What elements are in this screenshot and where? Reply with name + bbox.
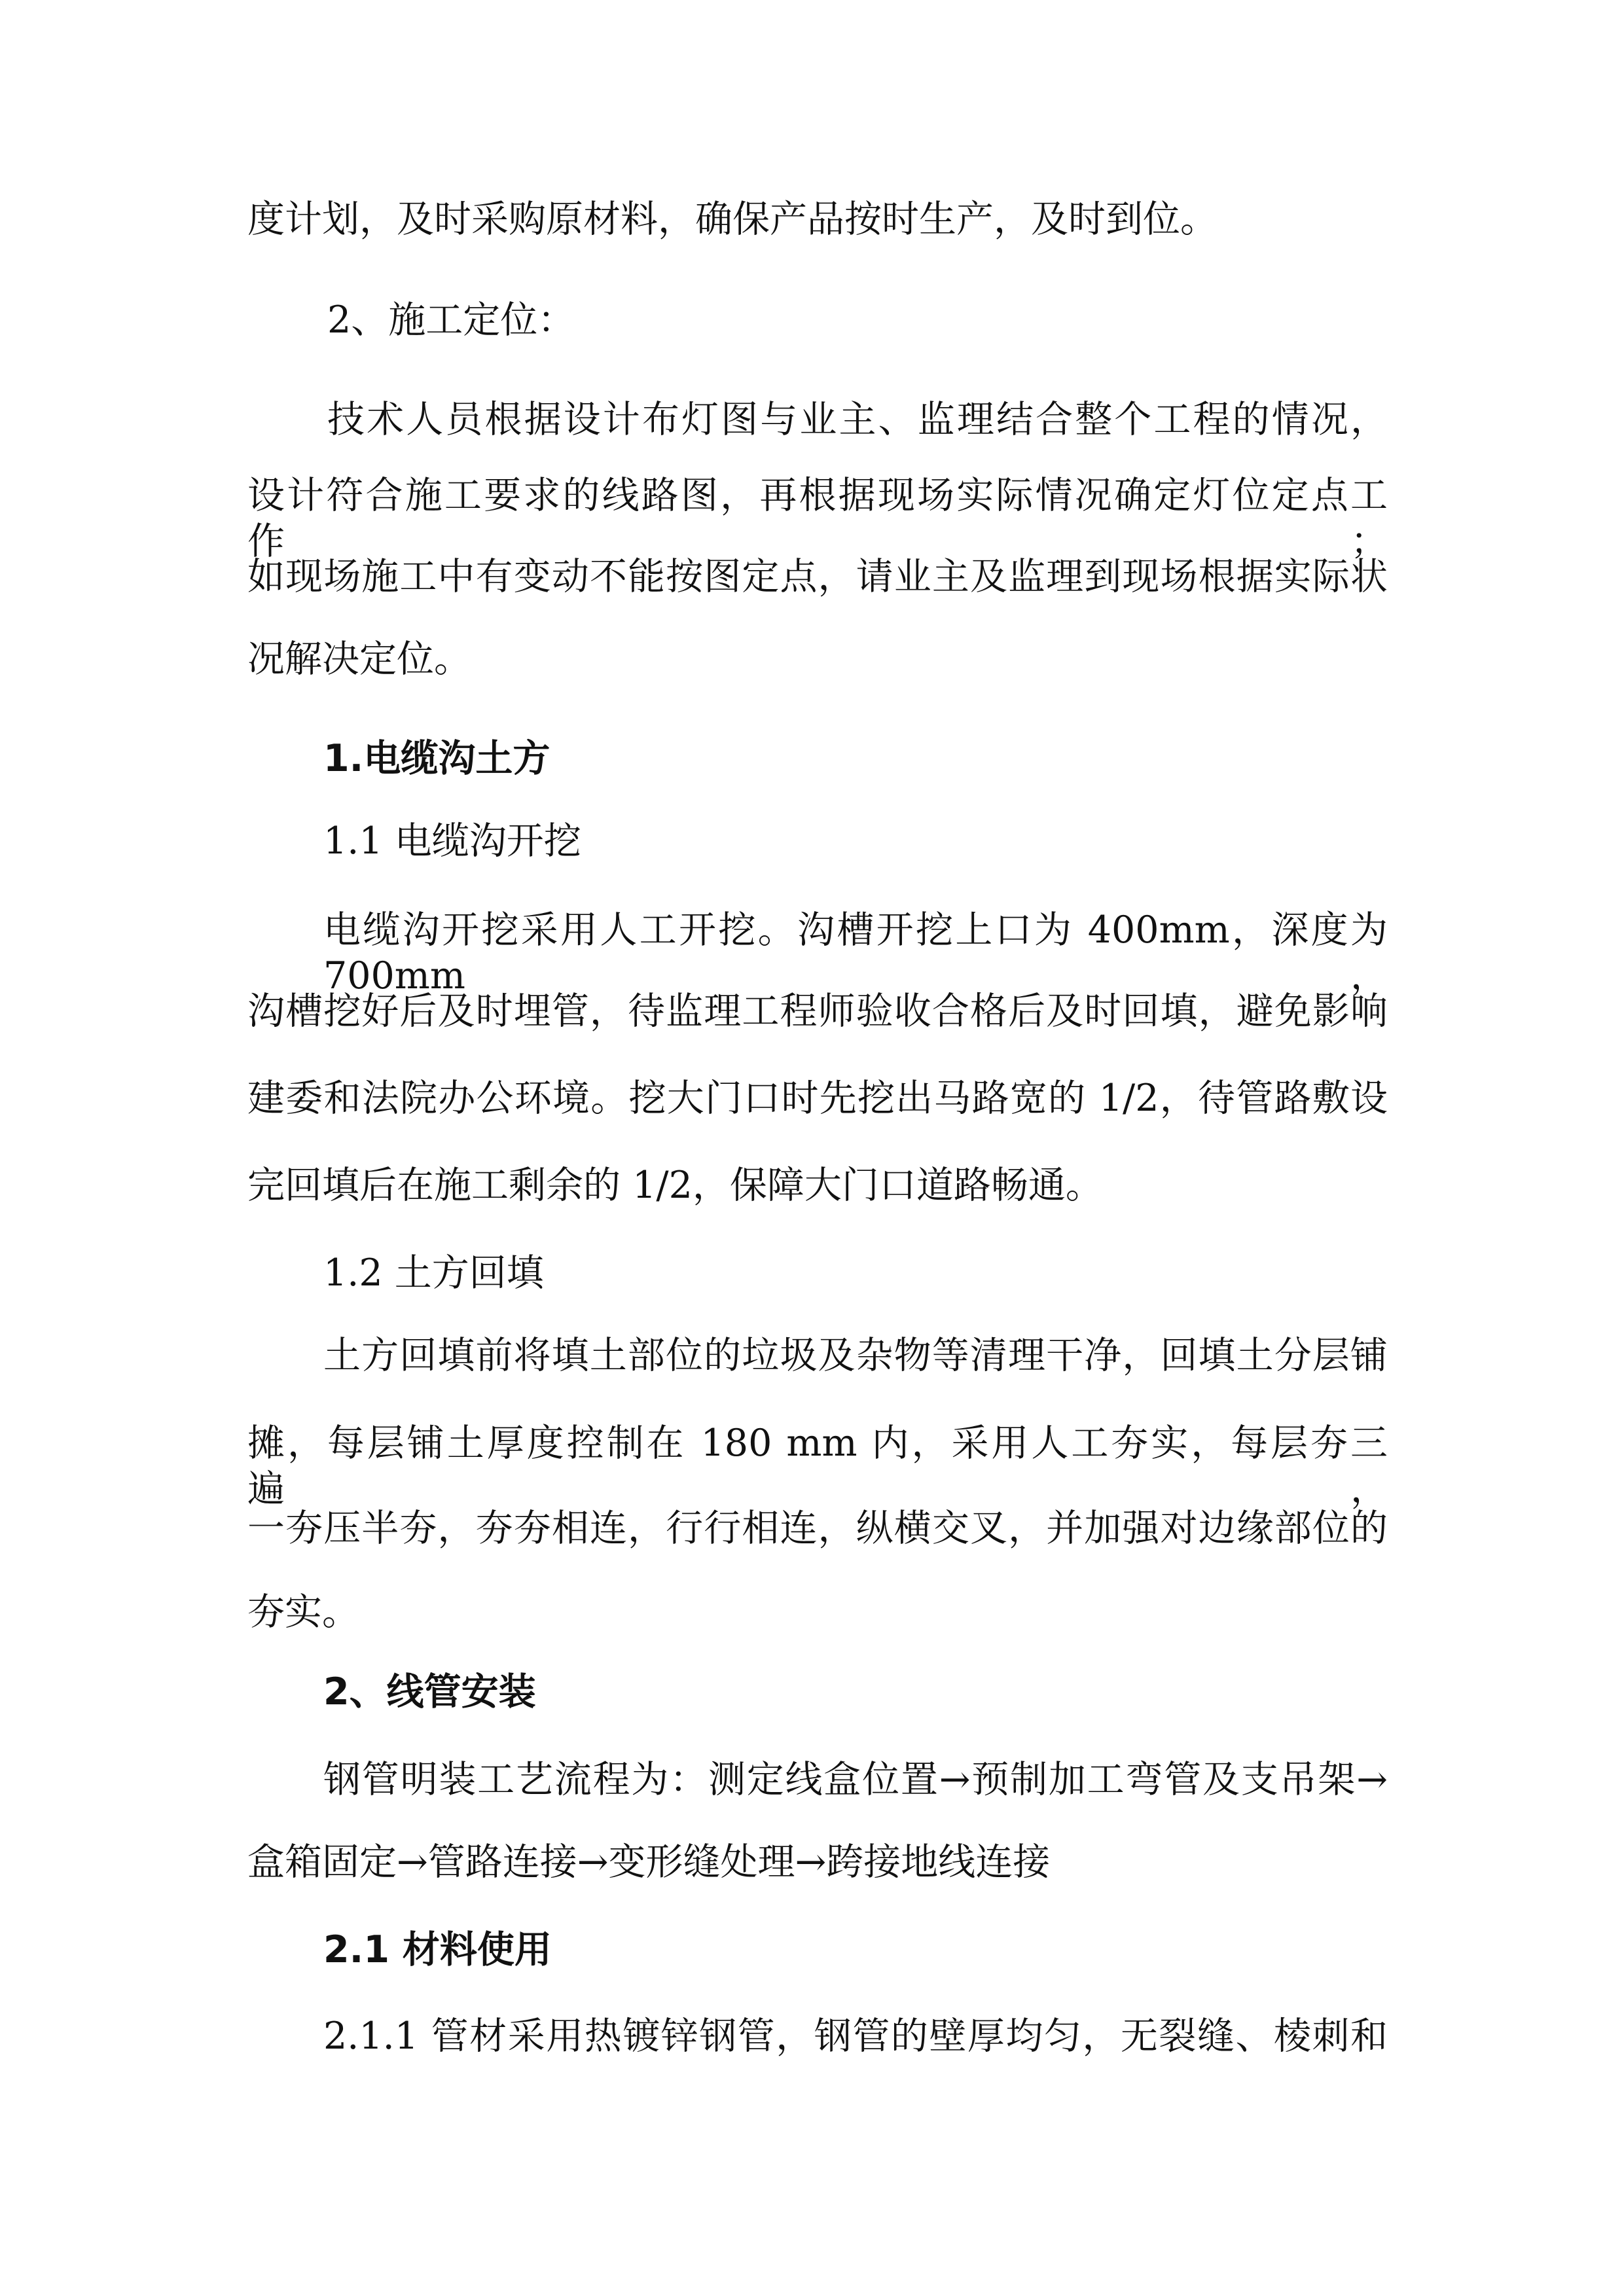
section-heading: 1.电缆沟土方: [323, 737, 550, 780]
paragraph-line: 度计划，及时采购原材料，确保产品按时生产，及时到位。: [247, 198, 1218, 241]
paragraph-line: 土方回填前将填土部位的垃圾及杂物等清理干净，回填土分层铺: [323, 1334, 1388, 1377]
subsection-heading: 2.1 材料使用: [323, 1928, 552, 1971]
subsection-heading: 1.2 土方回填: [323, 1251, 544, 1295]
paragraph-line: 2.1.1 管材采用热镀锌钢管，钢管的壁厚均匀，无裂缝、棱刺和: [323, 2015, 1388, 2058]
paragraph-line: 盒箱固定→管路连接→变形缝处理→跨接地线连接: [247, 1840, 1051, 1884]
paragraph-line: 如现场施工中有变动不能按图定点，请业主及监理到现场根据实际状: [247, 555, 1388, 598]
paragraph-line: 电缆沟开挖采用人工开挖。沟槽开挖上口为 400mm，深度为 700mm，: [323, 908, 1388, 997]
paragraph-line: 一夯压半夯，夯夯相连，行行相连，纵横交叉，并加强对边缘部位的: [247, 1507, 1388, 1550]
paragraph-line: 沟槽挖好后及时埋管，待监理工程师验收合格后及时回填，避免影响: [247, 990, 1388, 1033]
paragraph-line: 摊，每层铺土厚度控制在 180 mm 内，采用人工夯实，每层夯三遍，: [247, 1422, 1388, 1511]
paragraph-line: 夯实。: [247, 1590, 359, 1634]
paragraph-line: 钢管明装工艺流程为：测定线盒位置→预制加工弯管及支吊架→: [323, 1758, 1388, 1801]
section-heading: 2、线管安装: [323, 1670, 536, 1713]
subsection-heading: 1.1 电缆沟开挖: [323, 819, 581, 863]
paragraph-line: 设计符合施工要求的线路图，再根据现场实际情况确定灯位定点工作；: [247, 474, 1388, 563]
paragraph-line: 技术人员根据设计布灯图与业主、监理结合整个工程的情况，: [327, 398, 1388, 441]
paragraph-line: 建委和法院办公环境。挖大门口时先挖出马路宽的 1/2，待管路敷设: [247, 1077, 1388, 1120]
paragraph-line: 完回填后在施工剩余的 1/2，保障大门口道路畅通。: [247, 1164, 1103, 1207]
section-heading: 2、施工定位：: [327, 298, 575, 342]
paragraph-line: 况解决定位。: [247, 637, 471, 681]
